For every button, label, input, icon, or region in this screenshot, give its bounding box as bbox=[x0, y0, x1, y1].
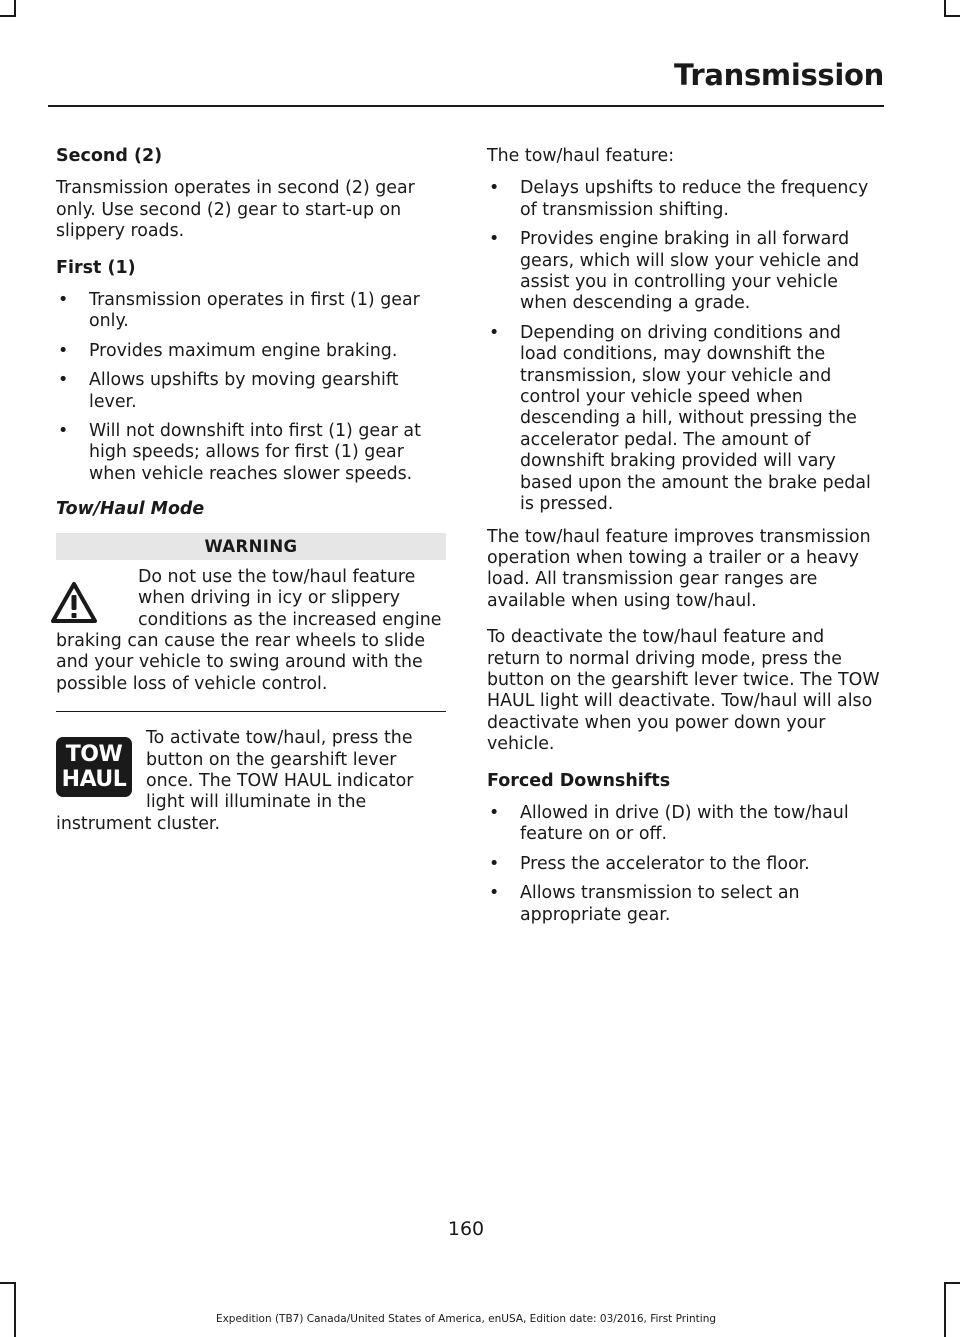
activate-text: To activate tow/haul, press the button on the gearshift lever once. The TOW HAUL indicator light will illuminate in the instrument cluster. bbox=[56, 728, 414, 834]
list-item: • Allowed in drive (D) with the tow/haul feature on or off. bbox=[489, 802, 849, 845]
bullet-glyph: • bbox=[58, 340, 69, 361]
bullet-glyph: • bbox=[489, 883, 500, 904]
list-item: • Will not downshift into first (1) gear at high speeds; allows for first (1) gear when vehicle reaches slower speeds. bbox=[58, 421, 421, 484]
list-item: • Delays upshifts to reduce the frequency of transmission shifting. bbox=[489, 178, 869, 220]
page-title: Transmission bbox=[674, 58, 884, 92]
second-text: Transmission operates in second (2) gear only. Use second (2) gear to start-up on slippery roads. bbox=[56, 178, 415, 242]
warning-text: Do not use the tow/haul feature when driving in icy or slippery conditions as the increased engine braking can cause the rear wheels to slide and your vehicle to swing around with the possible loss of vehicle control. bbox=[56, 566, 442, 694]
page-number: 160 bbox=[447, 1218, 485, 1240]
crop-mark bbox=[944, 1282, 960, 1284]
bullet-glyph: • bbox=[489, 178, 500, 199]
crop-mark bbox=[14, 0, 16, 16]
header-rule bbox=[48, 105, 884, 107]
feature-intro: The tow/haul feature: bbox=[487, 146, 675, 166]
bullet-glyph: • bbox=[58, 290, 69, 311]
list-item: • Press the accelerator to the floor. bbox=[489, 853, 810, 874]
right-column bbox=[487, 146, 880, 934]
deactivate-text: To deactivate the tow/haul feature and return to normal driving mode, press the button on the gearshift lever twice. The TOW HAUL light will deactivate. Tow/haul will also deactivate when you power down your vehicle. bbox=[487, 627, 880, 755]
forced-bullet-list bbox=[487, 803, 880, 926]
crop-mark bbox=[0, 15, 16, 17]
crop-mark bbox=[944, 15, 960, 17]
list-item: • Allows transmission to select an appropriate gear. bbox=[489, 883, 800, 925]
warning-banner: WARNING bbox=[56, 533, 446, 560]
crop-mark bbox=[14, 1282, 16, 1337]
crop-mark bbox=[944, 0, 946, 16]
list-item: • Transmission operates in first (1) gear only. bbox=[58, 290, 420, 332]
heading-second: Second (2) bbox=[56, 146, 163, 166]
bullet-glyph: • bbox=[58, 370, 69, 391]
bullet-glyph: • bbox=[489, 322, 500, 343]
warning-box bbox=[56, 567, 446, 712]
footer-edition: Expedition (TB7) Canada/United States of America, enUSA, Edition date: 03/2016, First Printing bbox=[215, 1313, 717, 1325]
improves-text: The tow/haul feature improves transmission operation when towing a trailer or a heavy load. All transmission gear ranges are available when using tow/haul. bbox=[487, 526, 871, 611]
bullet-glyph: • bbox=[489, 853, 500, 874]
list-item: • Allows upshifts by moving gearshift lever. bbox=[58, 370, 399, 412]
tow-haul-icon: TOW HAUL bbox=[56, 737, 132, 797]
warning-triangle-icon bbox=[50, 581, 98, 625]
list-item: • Provides maximum engine braking. bbox=[58, 340, 398, 361]
tow-haul-activate bbox=[56, 728, 446, 835]
heading-forced-downshifts: Forced Downshifts bbox=[487, 770, 671, 791]
warning-rule bbox=[56, 711, 446, 712]
list-item: • Provides engine braking in all forward gears, which will slow your vehicle and assist you in controlling your vehicle when descending a grade. bbox=[489, 229, 860, 314]
first-bullet-list bbox=[56, 290, 446, 485]
bullet-glyph: • bbox=[489, 229, 500, 250]
left-column bbox=[56, 146, 446, 835]
list-item: • Depending on driving conditions and load conditions, may downshift the transmission, slow your vehicle and control your vehicle speed when descending a hill, without pressing the accelerator pedal. The amount of downshift braking provided will vary based upon the amount the brake pedal is pressed. bbox=[489, 322, 871, 515]
heading-tow-haul-mode: Tow/Haul Mode bbox=[56, 499, 205, 520]
bullet-glyph: • bbox=[489, 802, 500, 823]
heading-first: First (1) bbox=[56, 257, 136, 278]
crop-mark bbox=[0, 1282, 16, 1284]
feature-bullet-list bbox=[487, 178, 880, 515]
bullet-glyph: • bbox=[58, 421, 69, 442]
crop-mark bbox=[944, 1282, 946, 1337]
